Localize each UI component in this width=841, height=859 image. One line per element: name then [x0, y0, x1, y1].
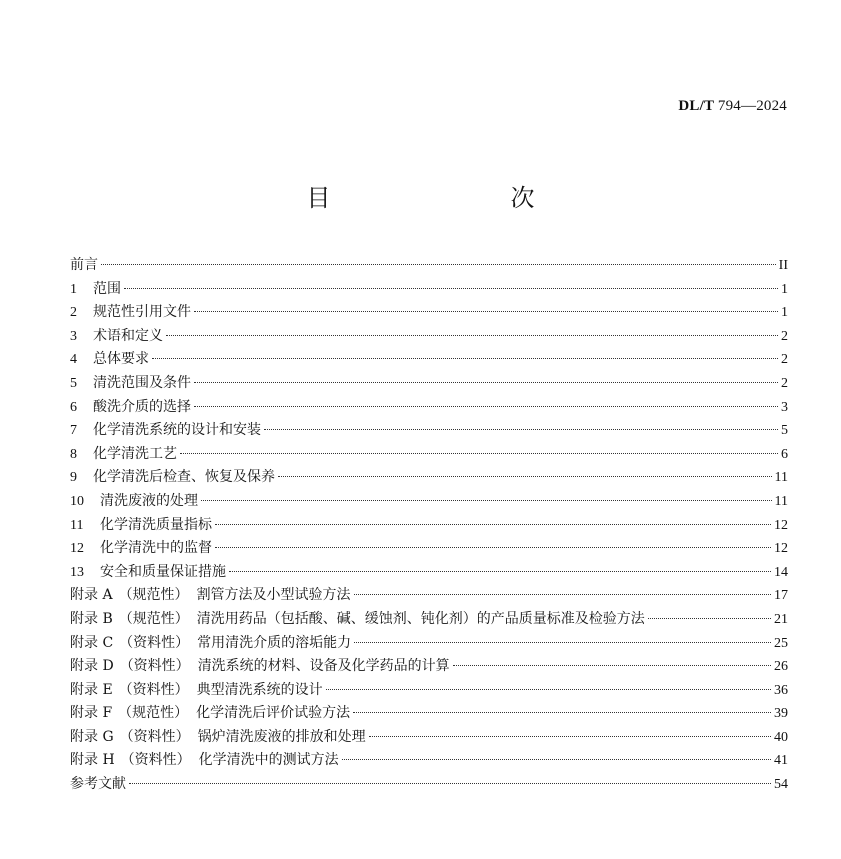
toc-entry-label: 化学清洗中的测试方法	[198, 752, 339, 769]
toc-leader-dots	[194, 382, 778, 383]
toc-entry-page: 2	[781, 328, 788, 344]
appendix-kind: （规范性）	[118, 610, 189, 627]
toc-entry-11[interactable]	[70, 514, 788, 538]
toc-entry-number: 12	[70, 541, 84, 557]
toc-entry-label: 清洗用药品（包括酸、碱、缓蚀剂、钝化剂）的产品质量标准及检验方法	[196, 610, 645, 627]
toc-entry-number: 2	[70, 305, 77, 321]
toc-entry-number: 10	[70, 493, 84, 509]
toc-entry-4[interactable]	[70, 348, 788, 372]
toc-entry-page: 5	[781, 423, 788, 439]
toc-entry-appendix-b[interactable]	[70, 608, 788, 632]
appendix-kind: （资料性）	[119, 728, 190, 745]
toc-entry-label: 清洗范围及条件	[93, 374, 191, 391]
toc-leader-dots	[194, 311, 778, 312]
appendix-kind: （规范性）	[118, 705, 189, 722]
toc-entry-1[interactable]	[70, 278, 788, 302]
document-code-prefix: DL/T	[678, 98, 714, 114]
toc-entry-appendix-c[interactable]	[70, 632, 788, 656]
toc-leader-dots	[124, 288, 778, 289]
toc-entry-page: II	[778, 258, 788, 273]
toc-entry-appendix-e[interactable]	[70, 679, 788, 703]
appendix-kind: （规范性）	[118, 587, 189, 604]
appendix-tag: 附录 A	[70, 587, 113, 604]
toc-entry-page: 3	[781, 399, 788, 415]
toc-entry-12[interactable]	[70, 537, 788, 561]
toc-entry-number: 13	[70, 564, 84, 580]
appendix-tag: 附录 D	[70, 658, 114, 675]
toc-entry-label: 酸洗介质的选择	[93, 398, 191, 415]
toc-entry-label: 化学清洗中的监督	[100, 540, 212, 557]
toc-leader-dots	[353, 712, 771, 713]
toc-entry-label: 常用清洗介质的溶垢能力	[197, 634, 352, 651]
toc-entry-page: 17	[774, 588, 788, 604]
toc-leader-dots	[152, 358, 778, 359]
appendix-tag: 附录 B	[70, 610, 113, 627]
toc-entry-page: 6	[781, 446, 788, 462]
toc-entry-appendix-a[interactable]	[70, 584, 788, 608]
toc-entry-label: 典型清洗系统的设计	[196, 681, 323, 698]
toc-entry-label: 化学清洗后检查、恢复及保养	[93, 469, 275, 486]
toc-entry-number: 6	[70, 399, 77, 415]
toc-entry-page: 40	[774, 729, 788, 745]
toc-entry-page: 11	[774, 493, 788, 509]
toc-entry-label: 清洗废液的处理	[100, 492, 198, 509]
toc-leader-dots	[229, 571, 771, 572]
toc-leader-dots	[101, 264, 776, 265]
appendix-tag: 附录 E	[70, 681, 113, 698]
toc-entry-8[interactable]	[70, 443, 788, 467]
toc-leader-dots	[354, 594, 771, 595]
toc-entry-page: 14	[774, 564, 788, 580]
toc-entry-appendix-d[interactable]	[70, 655, 788, 679]
toc-title: 目 次	[306, 184, 579, 212]
toc-entry-page: 54	[774, 777, 788, 793]
toc-entry-number: 7	[70, 423, 77, 439]
appendix-kind: （资料性）	[118, 681, 189, 698]
toc-entry-appendix-g[interactable]	[70, 726, 788, 750]
toc-leader-dots	[342, 759, 771, 760]
toc-entry-label: 化学清洗质量指标	[100, 516, 212, 533]
document-code-number: 794—2024	[717, 98, 787, 114]
toc-entry-page: 26	[774, 659, 788, 675]
toc-leader-dots	[326, 689, 771, 690]
toc-entry-appendix-f[interactable]	[70, 702, 788, 726]
toc-entry-label: 割管方法及小型试验方法	[196, 587, 351, 604]
toc-entry-number: 11	[70, 517, 84, 533]
toc-entry-page: 36	[774, 682, 788, 698]
toc-entry-13[interactable]	[70, 561, 788, 585]
toc-entry-page: 2	[781, 352, 788, 368]
appendix-tag: 附录 F	[70, 705, 113, 722]
toc-leader-dots	[194, 406, 778, 407]
toc-leader-dots	[648, 618, 771, 619]
toc-entry-number: 9	[70, 470, 77, 486]
toc-entry-number: 4	[70, 352, 77, 368]
toc-entry-page: 12	[774, 517, 788, 533]
toc-entry-page: 2	[781, 375, 788, 391]
toc-entry-page: 12	[774, 541, 788, 557]
toc-entry-foreword[interactable]	[70, 254, 788, 278]
toc-entry-label: 化学清洗系统的设计和安装	[93, 422, 261, 439]
toc-entry-7[interactable]	[70, 419, 788, 443]
toc-leader-dots	[215, 547, 771, 548]
toc-entry-6[interactable]	[70, 396, 788, 420]
toc-leader-dots	[369, 736, 771, 737]
toc-entry-label: 术语和定义	[93, 327, 163, 344]
toc-entry-label: 化学清洗后评价试验方法	[196, 705, 351, 722]
toc-entry-label: 规范性引用文件	[93, 304, 191, 321]
appendix-kind: （资料性）	[120, 752, 191, 769]
appendix-kind: （资料性）	[119, 634, 190, 651]
appendix-tag: 附录 H	[70, 752, 115, 769]
appendix-tag: 附录 C	[70, 634, 114, 651]
toc-entry-number: 1	[70, 281, 77, 297]
toc-entry-label: 锅炉清洗废液的排放和处理	[197, 728, 366, 745]
toc-entry-label: 安全和质量保证措施	[100, 563, 226, 580]
toc-leader-dots	[278, 476, 772, 477]
toc-entry-page: 1	[781, 281, 788, 297]
toc-entry-page: 41	[774, 753, 788, 769]
toc-entry-3[interactable]	[70, 325, 788, 349]
toc-entry-label: 化学清洗工艺	[93, 445, 177, 462]
toc-leader-dots	[453, 665, 771, 666]
toc-entry-9[interactable]	[70, 466, 788, 490]
toc-entry-number: 3	[70, 328, 77, 344]
toc-entry-number: 5	[70, 375, 77, 391]
toc-entry-page: 1	[781, 305, 788, 321]
toc-entry-references[interactable]	[70, 773, 788, 797]
appendix-kind: （资料性）	[119, 658, 190, 675]
toc-leader-dots	[180, 453, 778, 454]
toc-entry-10[interactable]	[70, 490, 788, 514]
toc-entry-page: 25	[774, 635, 788, 651]
toc-leader-dots	[129, 783, 771, 784]
toc-entry-appendix-h[interactable]	[70, 749, 788, 773]
table-of-contents	[70, 254, 788, 797]
toc-leader-dots	[264, 429, 778, 430]
toc-entry-label: 前言	[70, 257, 98, 273]
toc-entry-number: 8	[70, 446, 77, 462]
toc-entry-label: 清洗系统的材料、设备及化学药品的计算	[197, 658, 450, 675]
toc-entry-label: 总体要求	[93, 351, 149, 368]
toc-leader-dots	[166, 335, 778, 336]
document-code	[678, 98, 787, 115]
toc-entry-page: 11	[774, 470, 788, 486]
toc-leader-dots	[201, 500, 772, 501]
toc-entry-page: 39	[774, 706, 788, 722]
toc-entry-label: 范围	[93, 280, 121, 297]
toc-leader-dots	[354, 642, 771, 643]
toc-leader-dots	[215, 524, 771, 525]
toc-entry-2[interactable]	[70, 301, 788, 325]
toc-entry-5[interactable]	[70, 372, 788, 396]
appendix-tag: 附录 G	[70, 728, 114, 745]
toc-entry-page: 21	[774, 611, 788, 627]
toc-entry-label: 参考文献	[70, 776, 126, 793]
